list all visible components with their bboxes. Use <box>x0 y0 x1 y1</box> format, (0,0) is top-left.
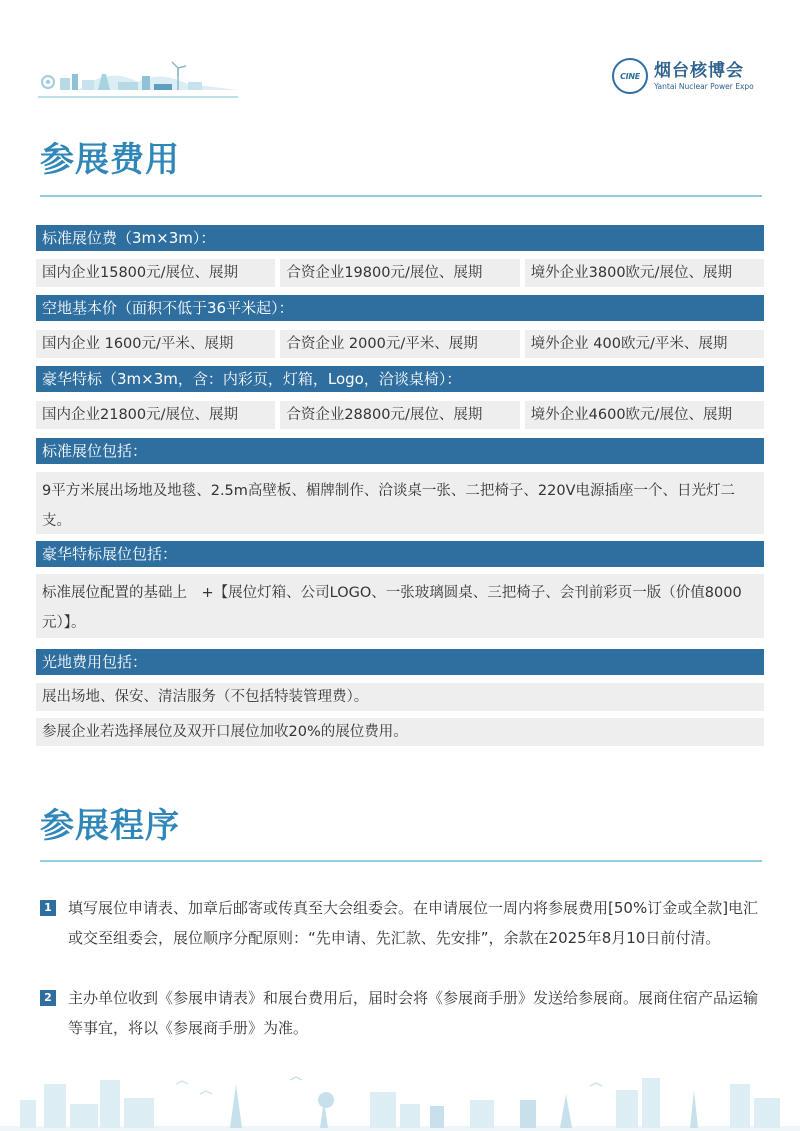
standard-fee-joint-venture: 合资企业19800元/展位、展期 <box>280 259 519 287</box>
step-number-badge: 2 <box>40 990 56 1006</box>
expo-logo[interactable] <box>612 56 772 96</box>
standard-booth-fee-row <box>36 259 764 287</box>
deluxe-booth-fee-row <box>36 401 764 429</box>
logo-chinese-name: 烟台核博会 <box>654 60 744 81</box>
space-fee-row <box>36 330 764 358</box>
logo-text <box>654 61 754 92</box>
space-fee-domestic: 国内企业 1600元/平米、展期 <box>36 330 275 358</box>
fees-title-rule <box>40 195 762 197</box>
logo-badge-text: CINE <box>620 71 640 81</box>
space-fee-includes-text: 展出场地、保安、清洁服务（不包括特装管理费）。 <box>36 683 764 711</box>
standard-fee-domestic: 国内企业15800元/展位、展期 <box>36 259 275 287</box>
standard-fee-overseas: 境外企业3800欧元/展位、展期 <box>525 259 764 287</box>
deluxe-booth-includes-header: 豪华特标展位包括： <box>36 541 764 567</box>
footer-skyline-illustration <box>0 1070 800 1131</box>
space-fee-header: 空地基本价（面积不低于36平米起）： <box>36 295 764 321</box>
double-opening-surcharge-note: 参展企业若选择展位及双开口展位加收20%的展位费用。 <box>36 718 764 746</box>
globe-logo-icon <box>612 58 648 94</box>
header-underline <box>38 96 238 98</box>
deluxe-fee-domestic: 国内企业21800元/展位、展期 <box>36 401 275 429</box>
space-fee-joint-venture: 合资企业 2000元/平米、展期 <box>280 330 519 358</box>
procedure-title-rule <box>40 860 762 862</box>
procedure-section-title: 参展程序 <box>40 806 180 846</box>
procedure-step-1 <box>40 893 764 953</box>
deluxe-booth-fee-header: 豪华特标（3m×3m，含：内彩页，灯箱，Logo，洽谈桌椅）： <box>36 366 764 392</box>
standard-booth-includes-header: 标准展位包括： <box>36 438 764 464</box>
step-text: 主办单位收到《参展申请表》和展台费用后，届时会将《参展商手册》发送给参展商。展商住宿产品运输等事宜，将以《参展商手册》为准。 <box>68 989 759 1037</box>
deluxe-fee-joint-venture: 合资企业28800元/展位、展期 <box>280 401 519 429</box>
standard-booth-includes-text: 9平方米展出场地及地毯、2.5m高壁板、楣牌制作、洽谈桌一张、二把椅子、220V电源插座一个、日光灯二支。 <box>36 472 764 534</box>
deluxe-fee-overseas: 境外企业4600欧元/展位、展期 <box>525 401 764 429</box>
space-fee-includes-header: 光地费用包括： <box>36 649 764 675</box>
header-industrial-illustration <box>38 60 238 96</box>
standard-booth-fee-header: 标准展位费（3m×3m）： <box>36 225 764 251</box>
logo-english-name: Yantai Nuclear Power Expo <box>654 81 754 91</box>
space-fee-overseas: 境外企业 400欧元/平米、展期 <box>525 330 764 358</box>
fees-section-title: 参展费用 <box>40 140 180 180</box>
deluxe-booth-includes-text: 标准展位配置的基础上 +【展位灯箱、公司LOGO、一张玻璃圆桌、三把椅子、会刊前彩页一版（价值8000元）】。 <box>36 574 764 638</box>
step-text: 填写展位申请表、加章后邮寄或传真至大会组委会。在申请展位一周内将参展费用[50%订金或全款]电汇或交至组委会，展位顺序分配原则：“先申请、先汇款、先安排”，余款在2025年8月10日前付清。 <box>68 899 759 947</box>
procedure-step-2 <box>40 983 764 1043</box>
step-number-badge: 1 <box>40 900 56 916</box>
